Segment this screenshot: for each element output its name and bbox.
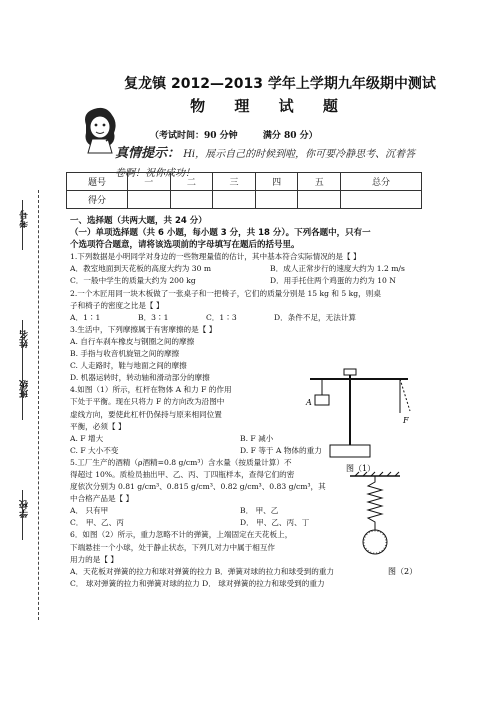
exam-info [150,128,400,141]
option-row [70,505,495,517]
subsection-heading-2: 个选项符合题意，请将该选项前的字母填写在题后的括号里。 [70,240,300,251]
figure-1-caption: 图（1） [346,464,376,473]
score-header-cell: 二 [170,173,213,191]
question-5-cont: 中合格产品是【 】 [70,494,134,504]
score-table [66,172,422,209]
option-row [70,263,495,275]
option[interactable]: D． 甲、乙、丙、丁 [240,518,310,528]
option[interactable]: B． 甲、乙 [240,506,279,516]
school-field[interactable] [22,490,23,540]
option[interactable]: D．用手托住两个鸡蛋的力约为 10 N [270,276,396,286]
question-6-cont: 用力的是【 】 [70,554,118,564]
score-header-cell: 三 [213,173,256,191]
exam-time: （考试时间：90 分钟 [150,131,238,141]
exam-number-label: 考号 [20,210,30,228]
question-4-cont: 下处于平衡。现在只将力 F 的方向改为沿图中 [70,397,225,407]
option[interactable]: C．一般中学生的质量大约为 200 kg [70,276,196,286]
question-5: 5.工厂生产的酒精（ρ酒精=0.8 g/cm³）含水量（按质量计算）不 [70,457,292,467]
section-heading: 一、选择题（共两大题，共 24 分） [70,216,207,226]
question-4-cont: 虚线方向，要使此杠杆仍保持与原来相同位置 [70,409,222,419]
option[interactable]: B．成人正常步行的速度大约为 1.2 m/s [270,264,405,274]
exam-score: 满分 80 分） [262,131,318,141]
score-header-cell: 题号 [67,173,128,191]
subject-title: 物 理 试 题 [190,97,350,115]
option[interactable]: C. 人走路时，鞋与地面之间的摩擦 [70,361,187,371]
score-table-header [67,173,422,191]
score-header-cell: 总分 [341,173,422,191]
question-5-cont: 得超过 10%。质检员抽出甲、乙、丙、丁四瓶样本，查得它们的密 [70,469,295,479]
subsection-heading: （一）单项选择题（共 6 小题，每小题 3 分，共 18 分）。下列各题中，只有一 [70,228,371,239]
option[interactable]: D．条件不足，无法计算 [274,312,357,322]
option[interactable]: A. F 增大 [70,433,104,443]
option[interactable]: A． 只有甲 [70,506,109,516]
figure-1-lever [300,365,420,475]
figure-2-spring [330,470,420,580]
binding-margin [0,0,52,707]
name-label: 姓名 [20,330,30,348]
question-6: 6．如图（2）所示，重力忽略不计的弹簧，上端固定在天花板上， [70,530,293,540]
score-header-cell: 五 [298,173,341,191]
option[interactable]: D. 机器运转时，转动轴和滑动部分的摩擦 [70,373,210,383]
exam-title: 复龙镇 2012—2013 学年上学期九年级期中测试 [124,76,436,92]
school-label: 学校 [20,500,30,518]
option-row [70,517,495,529]
option[interactable]: C． 甲、乙、丙 [70,518,124,528]
question-2-cont: 子和椅子的密度之比是【 】 [70,300,164,310]
score-cell[interactable] [341,191,422,209]
question-5-cont: 度依次分别为 0.81 g/cm³、0.815 g/cm³、0.82 g/cm³、0.83 g/cm³，其 [70,482,326,492]
option[interactable]: B．3∶1 [138,312,169,322]
option[interactable]: A. 自行车刹车橡皮与钢圈之间的摩擦 [70,336,195,346]
seal-line [38,190,39,620]
option[interactable]: B. F 减小 [240,433,274,443]
option[interactable]: B. 手指与收音机旋钮之间的摩擦 [70,349,180,359]
score-cell[interactable] [170,191,213,209]
option-row [70,312,495,324]
score-cell[interactable] [128,191,171,209]
score-cell[interactable] [213,191,256,209]
score-row-label: 得分 [67,191,128,209]
option-row [70,275,495,287]
option[interactable]: C．1∶3 [206,312,237,322]
class-label: 班级 [20,380,30,398]
label-a: A [306,398,312,407]
question-4-cont: 平衡，必须【 】 [70,421,126,431]
tip-body: Hi，展示自己的时候到啦，你可要冷静思考、沉着答 [183,149,416,160]
score-header-cell: 四 [255,173,298,191]
cartoon-girl-icon [80,105,120,155]
questions [70,215,495,590]
tip-lead: 真情提示： [115,146,181,161]
option[interactable]: A．1∶1 [70,312,101,322]
question-2: 2.一个木匠用同一块木板做了一张桌子和一把椅子，它们的质量分别是 15 kg 和 5 kg，则桌 [70,288,381,298]
tip-line2: 卷啊！祝你成功！ [115,168,195,179]
class-field[interactable] [22,370,23,420]
name-field[interactable] [22,320,23,370]
score-cell[interactable] [255,191,298,209]
option-row [70,433,495,445]
option[interactable]: C． 球对弹簧的拉力和弹簧对球的拉力 D． 球对弹簧的拉力和球受到的重力 [70,578,325,588]
figure-2-caption: 图（2） [388,567,418,576]
question-4: 4.如图（1）所示，杠杆在物体 A 和力 F 的作用 [70,385,232,395]
option[interactable]: D. F 等于 A 物体的重力 [240,445,322,455]
question-1: 1.下列数据是小明同学对身边的一些物理量值的估计，其中基本符合实际情况的是【 】 [70,252,361,262]
exam-number-field[interactable] [22,200,23,250]
score-cell[interactable] [298,191,341,209]
label-f: F [403,416,409,425]
option-row [70,445,495,457]
question-6-cont: 下端悬挂一个小球，处于静止状态，下列几对力中属于相互作 [70,542,276,552]
option[interactable]: C. F 大小不变 [70,445,119,455]
question-3: 3.生活中，下列摩擦属于有害摩擦的是【 】 [70,324,217,334]
option[interactable]: A．天花板对弹簧的拉力和球对弹簧的拉力 B．弹簧对球的拉力和球受到的重力 [70,566,335,576]
score-row [67,191,422,209]
option[interactable]: A．教室地面到天花板的高度大约为 30 m [70,264,212,274]
score-header-cell: 一 [128,173,171,191]
